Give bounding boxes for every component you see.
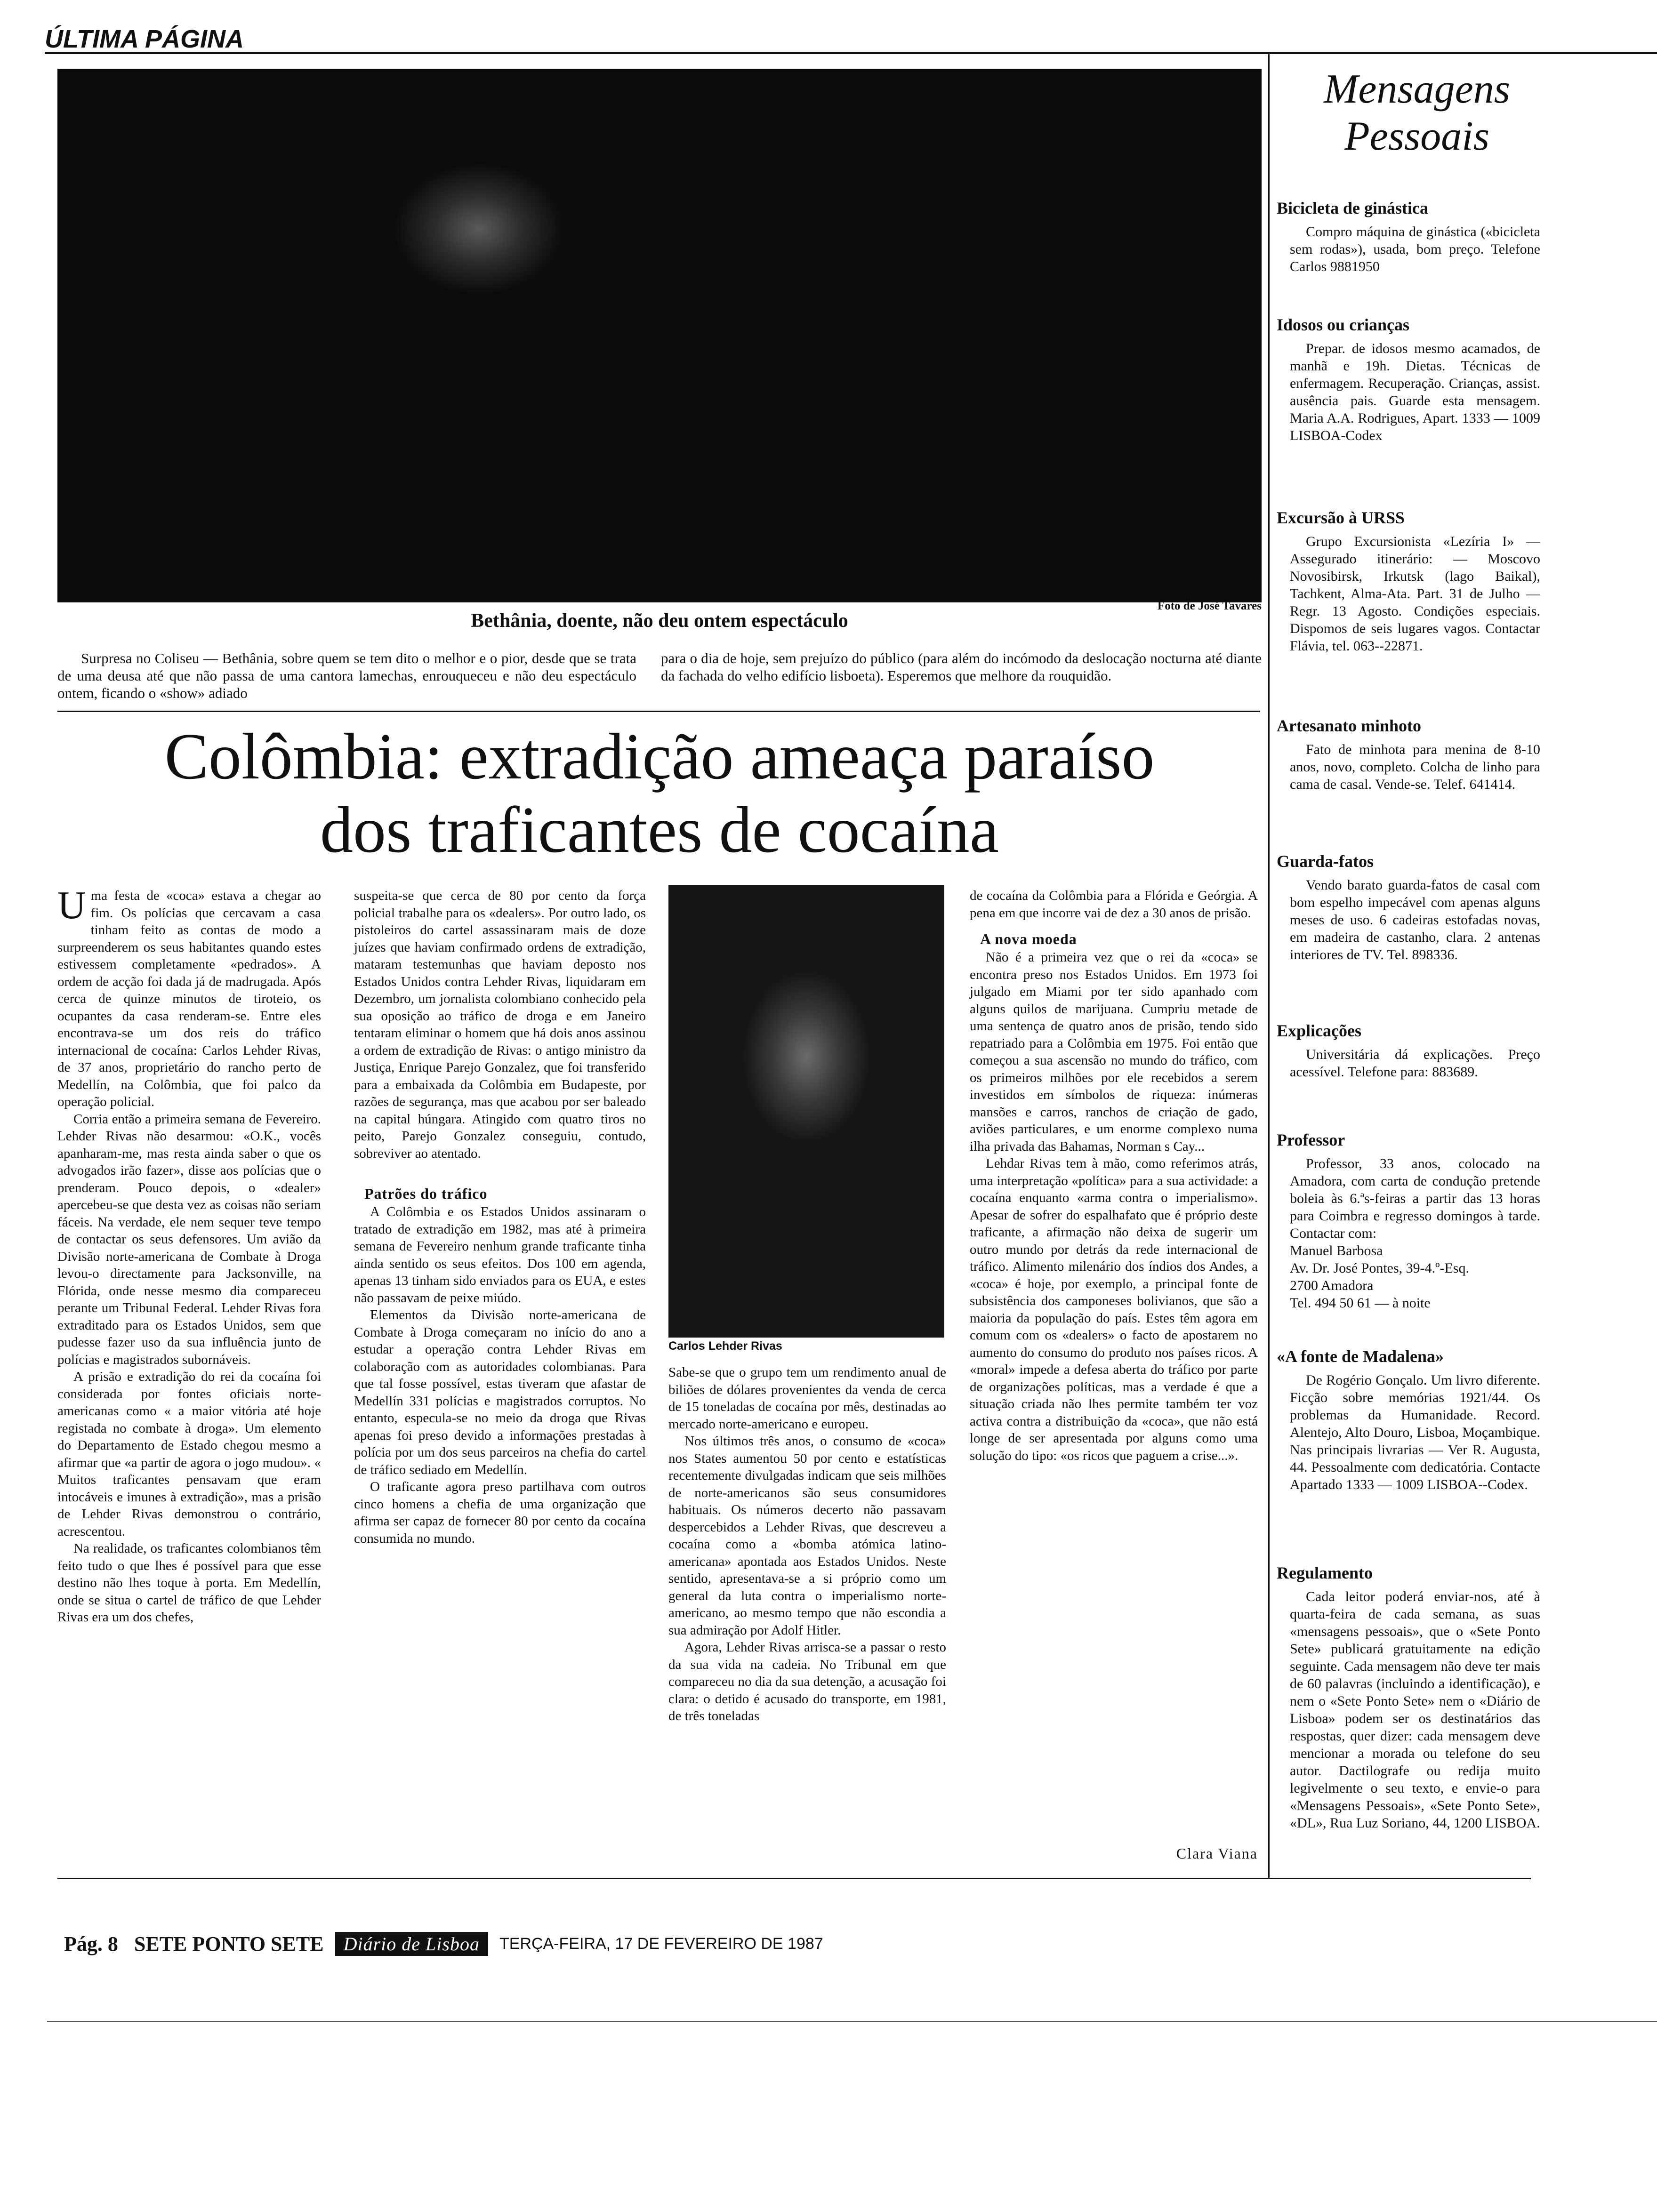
para: Não é a primeira vez que o rei da «coca» se encontra preso nos Estados Unidos. Em 1973 foi julgado em Miami por ter sido apanhado com alguns quilos de marijuana. Cumpriu metade de uma sentença de quatro anos de prisão, tendo sido repatriado para a Colômbia em 1975. Foi então que começou a sua ascensão no mundo do tráfico, com os primeiros milhões por ele recebidos a serem investidos em símbolos de riqueza: inúmeras mansões e carros, ranchos de criação de gado, aviões particulares, e um enorme complexo numa ilha privada das Bahamas, Norman s Cay... <box>970 950 1258 1154</box>
classified-item <box>1277 1346 1540 1493</box>
dropcap: U <box>57 883 86 927</box>
footer <box>64 1930 823 1958</box>
classified-body: Fato de minhota para menina de 8-10 anos, novo, completo. Colcha de linho para cama de casal. Vende-se. Telef. 641414. <box>1290 742 1540 792</box>
lehder-photo <box>668 885 944 1338</box>
article-col4 <box>970 887 1258 1464</box>
classified-item <box>1277 715 1540 793</box>
para: O traficante agora preso partilhava com outros cinco homens a chefia de uma organização que afirma ser capaz de fornecer 80 por cento da cocaína consumida no mundo. <box>354 1479 646 1546</box>
classified-heading: Regulamento <box>1277 1563 1373 1582</box>
article-col3 <box>668 1364 946 1725</box>
supplement-name: SETE PONTO SETE <box>134 1932 324 1956</box>
classified-body: Universitária dá explicações. Preço acessível. Telefone para: 883689. <box>1290 1047 1540 1080</box>
classified-item <box>1277 1130 1540 1312</box>
contact-line: Manuel Barbosa <box>1290 1243 1383 1258</box>
photo-story-col1: Surpresa no Coliseu — Bethânia, sobre quem se tem dito o melhor e o pior, desde que se trata de uma deusa até que não passa de uma cantora lamechas, enrouqueceu e não deu espectáculo ontem, ficando o «show» adiado <box>57 650 636 701</box>
subhead-nova-moeda: A nova moeda <box>980 930 1077 947</box>
classified-heading: Bicicleta de ginástica <box>1277 199 1428 217</box>
classified-item <box>1277 198 1540 275</box>
headline-line-1: Colômbia: extradição ameaça paraíso <box>164 720 1155 793</box>
photo-caption: Bethânia, doente, não deu ontem espectáculo <box>471 610 848 632</box>
headline <box>57 720 1262 867</box>
contact-line: Tel. 494 50 61 — à noite <box>1290 1295 1431 1311</box>
para: Lehdar Rivas tem à mão, como referimos atrás, uma interpretação «política» para a sua actividade: a cocaína enquanto «arma contra o imperialismo». Apesar de sofrer do espalhafato que é próprio deste traficante, a afirmação não deixa de sugerir um outro mundo por detrás da rede internacional de tráfico. Alimento milenário dos índios dos Andes, a «coca» é hoje, por exemplo, a principal fonte de subsistência dos camponeses bolivianos, que são a maioria da população do país. Estes têm agora em comum com os «dealers» o facto de apostarem no aumento do consumo do produto nos países ricos. A «moral» impede a defesa aberta do tráfico por parte de organizações políticas, mas a verdade é que a situação criada não lhes permite também ter voz activa contra a distribuição da «coca», que não está longe de ser apresentada por alguns como uma solução do tipo: «os ricos que paguem a crise...». <box>970 1156 1258 1463</box>
para: Na realidade, os traficantes colombianos têm feito tudo o que lhes é possível para que esse destino não lhes toque à porta. Em Medellín, onde se situa o cartel de tráfico de que Lehder Rivas era um dos chefes, <box>57 1541 321 1625</box>
classifieds <box>1277 0 1540 1883</box>
photo-story-col2: para o dia de hoje, sem prejuízo do público (para além do incómodo da deslocação nocturna até diante da fachada do velho edifício lisboeta). Esperemos que melhore da rouquidão. <box>661 650 1262 684</box>
para: Nos últimos três anos, o consumo de «coca» nos States aumentou 50 por cento e estatísticas recentemente divulgadas indicam que seis milhões de norte-americanos são seus consumidores habituais. Os números decerto não passavam despercebidos a Lehder Rivas, que descreveu a cocaína como a «bomba atómica latino-americana» apontada aos Estados Unidos. Neste sentido, apresentava-se a si próprio como um general da luta contra o imperialismo norte-americano, ao mesmo tempo que não escondia a sua admiração por Adolf Hitler. <box>668 1434 946 1638</box>
article-col2 <box>354 887 646 1547</box>
classified-body: Cada leitor poderá enviar-nos, até à quarta-feira de cada semana, as suas «mensagens pessoais», que o «Sete Ponto Sete» publicará gratuitamente na edição seguinte. Cada mensagem não deve ter mais de 60 palavras (incluindo a identificação), e nem o «Sete Ponto Sete» nem o «Diário de Lisboa» podem ser os destinatários das respostas, quer dizer: cada mensagem deve mencionar a morada ou telefone do seu autor. Dactilografe ou redija muito legivelmente o seu texto, e envie-o para «Mensagens Pessoais», «Sete Ponto Sete», «DL», Rua Luz Soriano, 44, 1200 LISBOA. <box>1290 1589 1540 1831</box>
photo-credit: Foto de José Tavares <box>1157 600 1262 612</box>
para: Agora, Lehder Rivas arrisca-se a passar o resto da sua vida na cadeia. No Tribunal em que compareceu no dia da sua detenção, a acusação foi clara: o detido é acusado do transporte, em 1981, de três toneladas <box>668 1640 946 1723</box>
classified-heading: Artesanato minhoto <box>1277 716 1421 735</box>
headline-line-2: dos traficantes de cocaína <box>320 793 999 866</box>
lehder-photo-caption: Carlos Lehder Rivas <box>668 1339 782 1353</box>
classified-body: Vendo barato guarda-fatos de casal com bom espelho impecável com apenas alguns meses de uso. 6 cadeiras estofadas novas, em madeira de castanho, clara. 2 antenas interiores de TV. Tel. 898336. <box>1290 877 1540 962</box>
para: suspeita-se que cerca de 80 por cento da força policial trabalhe para os «dealers». Por outro lado, os pistoleiros do cartel assassinaram mais de doze juízes que haviam confirmado ordens de extradição, mataram testemunhas que haviam deposto nos Estados Unidos contra Lehder Rivas, liquidaram em Dezembro, um jornalista colombiano conhecido pela sua oposição ao tráfico de droga e em Janeiro tentaram eliminar o homem que há dois anos assinou a ordem de extradição de Rivas: o antigo ministro da Justiça, Enrique Parejo Gonzalez, que foi transferido para a embaixada da Colômbia em Budapeste, por razões de segurança, mas que acabou por ser baleado na capital húngara. Atingido com quatro tiros no peito, Parejo Gonzalez conseguiu, contudo, sobreviver ao atentado. <box>354 888 646 1161</box>
para: ma festa de «coca» estava a chegar ao fim. Os polícias que cercavam a casa tinham feito as contas de modo a surpreenderem os seus habitantes quando estes estivessem completamente «pedrados». A ordem de acção foi dada já de madrugada. Após cerca de quinze minutos de tiroteio, os ocupantes da casa renderam-se. Entre eles encontrava-se um dos reis do tráfico internacional de cocaína: Carlos Lehder Rivas, de 37 anos, proprietário do rancho perto de Medellín, na Colômbia, que foi palco da operação policial. <box>57 888 321 1109</box>
footer-rule <box>57 1878 1531 1879</box>
story-rule <box>57 711 1260 712</box>
classified-item <box>1277 1563 1540 1832</box>
classifieds-title-1: Mensagens <box>1324 66 1510 112</box>
issue-date: TERÇA-FEIRA, 17 DE FEVEREIRO DE 1987 <box>499 1934 823 1953</box>
classified-heading: Professor <box>1277 1130 1345 1149</box>
classified-heading: Excursão à URSS <box>1277 508 1405 527</box>
page-number: Pág. 8 <box>64 1932 118 1956</box>
classified-body: Prepar. de idosos mesmo acamados, de manhã e 19h. Dietas. Técnicas de enfermagem. Recuperação. Crianças, assist. ausência pais. Guarde esta mensagem. Maria A.A. Rodrigues, Apart. 1333 — 1009 LISBOA-Codex <box>1290 341 1540 443</box>
classified-heading: Explicações <box>1277 1021 1361 1040</box>
classified-item <box>1277 1020 1540 1081</box>
para: Elementos da Divisão norte-americana de Combate à Droga começaram no início do ano a estudar a operação contra Lehder Rivas em colaboração com as autoridades colombianas. Para que tal fosse possível, estas tiveram que afastar de Medellín 331 polícias e magistrados corruptos. No entanto, especula-se no meio da droga que Rivas apenas foi preso devido a informações prestadas à polícia por um dos seus parceiros na chefia do cartel de tráfico sediado em Medellín. <box>354 1307 646 1477</box>
classified-item <box>1277 314 1540 444</box>
para: A Colômbia e os Estados Unidos assinaram o tratado de extradição em 1982, mas até à primeira semana de Fevereiro nenhum grande traficante tinha ainda sentido os seus efeitos. Dos 100 em agenda, apenas 13 tinham sido enviados para os EUA, e estes não passavam de peixe miúdo. <box>354 1204 646 1306</box>
classifieds-title-2: Pessoais <box>1344 113 1489 159</box>
subhead-patroes: Patrões do tráfico <box>364 1185 488 1202</box>
classified-heading: «A fonte de Madalena» <box>1277 1347 1444 1366</box>
classified-body: Professor, 33 anos, colocado na Amadora, com carta de condução pretende boleia às 6.ªs-feiras a partir das 13 horas para Coimbra e regresso domingos à tarde. Contactar com: <box>1290 1156 1540 1241</box>
para: de cocaína da Colômbia para a Flórida e Geórgia. A pena em que incorre vai de dez a 30 anos de prisão. <box>970 888 1258 921</box>
classified-body: Grupo Excursionista «Lezíria I» — Assegurado itinerário: — Moscovo Novosibirsk, Irkutsk (lago Baikal), Tachkent, Alma-Ata. Part. 31 de Julho — Regr. 13 Agosto. Condições especiais. Dispomos de seis lugares vagos. Contactar Flávia, tel. 063--22871. <box>1290 534 1540 654</box>
classified-heading: Idosos ou crianças <box>1277 315 1410 334</box>
para: Corria então a primeira semana de Fevereiro. Lehder Rivas não desarmou: «O.K., vocês apanharam-me, mas resta ainda saber o que os advogados irão fazer», disse aos polícias que o prenderam. Pouco depois, o «dealer» apercebeu-se que desta vez as coisas não seriam fáceis. Na verdade, ele nem sequer teve tempo de contactar os seus defensores. Um avião da Divisão norte-americana de Combate à Droga levou-o directamente para Jacksonville, na Flórida, onde nesse mesmo dia compareceu perante um Tribunal Federal. Lehder Rivas fora extraditado para os Estados Unidos, sem que pudesse fazer uso da sua influência junto de polícias e magistrados subornáveis. <box>57 1111 321 1367</box>
newspaper-logo: Diário de Lisboa <box>335 1932 488 1956</box>
byline: Clara Viana <box>1176 1845 1258 1862</box>
para: Sabe-se que o grupo tem um rendimento anual de biliões de dólares provenientes da venda de cerca de 15 toneladas de cocaína por mês, destinadas ao mercado norte-americano e europeu. <box>668 1365 946 1432</box>
classified-body: De Rogério Gonçalo. Um livro diferente. Ficção sobre memórias 1921/44. Os problemas da Humanidade. Record. Alentejo, Alto Douro, Lisboa, Moçambique. Nas principais livrarias — Ver R. Augusta, 44. Pessoalmente com dedicatória. Contacte Apartado 1333 — 1009 LISBOA--Codex. <box>1290 1372 1540 1492</box>
section-header: ÚLTIMA PÁGINA <box>45 25 244 53</box>
bottom-rule <box>47 2021 1657 2022</box>
para: A prisão e extradição do rei da cocaína foi considerada por fontes oficiais norte-americanas como « a maior vitória até hoje registada no combate à droga». Um elemento do Departamento de Estado chegou mesmo a afirmar que «a partir de agora o jogo mudou». « Muitos traficantes pensavam que eram intocáveis e imunes à extradição», mas a prisão de Lehder Rivas demonstrou o contrário, acrescentou. <box>57 1369 321 1539</box>
classified-body: Compro máquina de ginástica («bicicleta sem rodas»), usada, bom preço. Telefone Carlos 9881950 <box>1290 224 1540 274</box>
article-col1 <box>57 883 321 1626</box>
classified-item <box>1277 851 1540 963</box>
bethania-photo <box>57 69 1262 602</box>
column-rule <box>1268 52 1270 1878</box>
contact-line: Av. Dr. José Pontes, 39-4.º-Esq. <box>1290 1260 1469 1276</box>
contact-line: 2700 Amadora <box>1290 1278 1374 1293</box>
classified-heading: Guarda-fatos <box>1277 852 1374 871</box>
classified-item <box>1277 507 1540 655</box>
